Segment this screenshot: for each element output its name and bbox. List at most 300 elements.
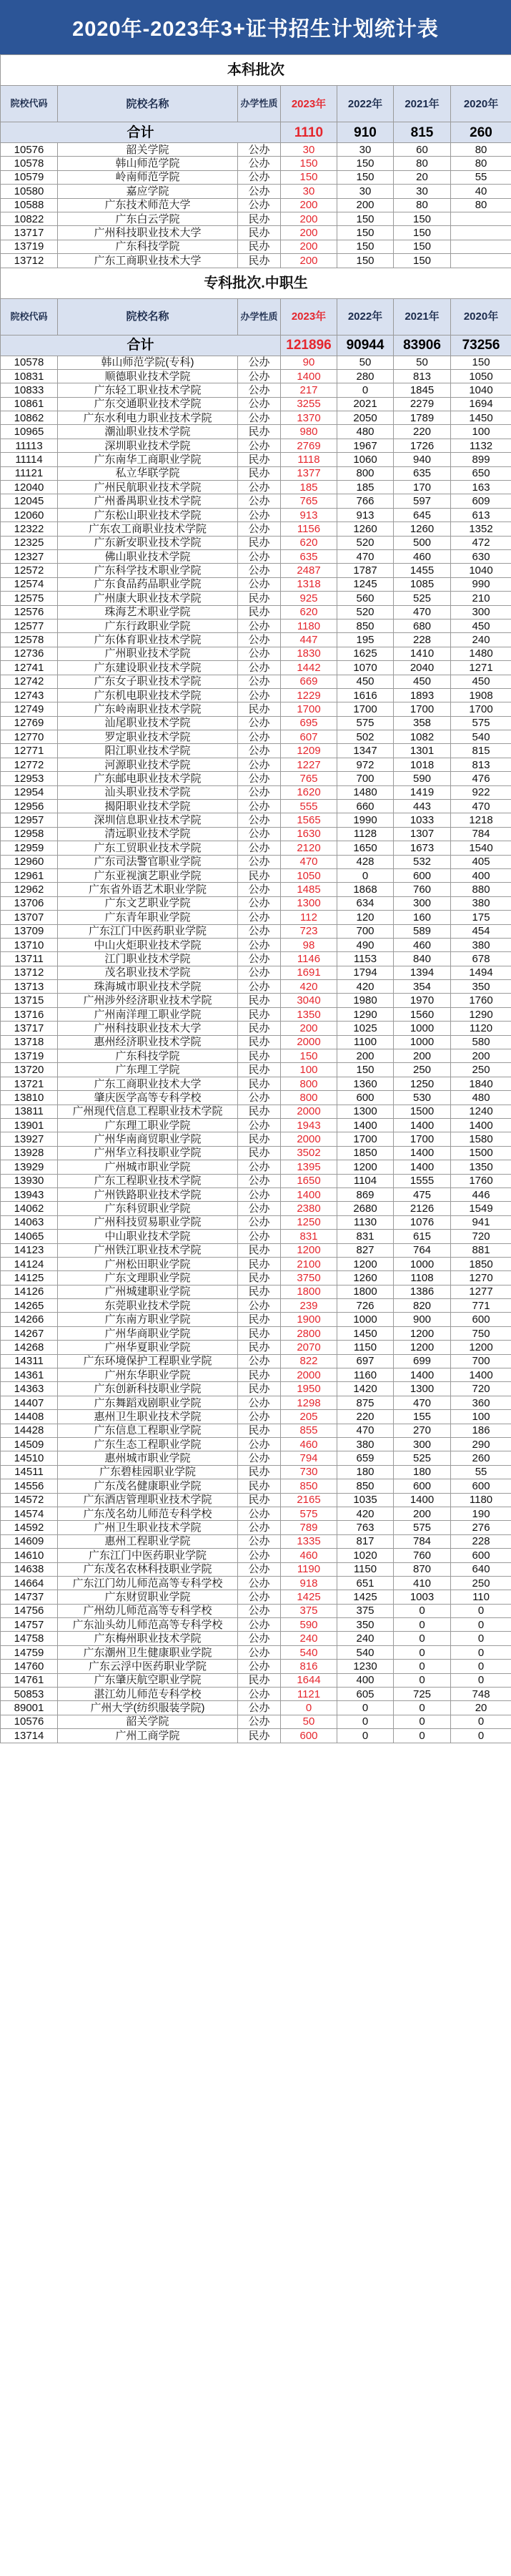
plan-2022: 800 [337, 466, 394, 480]
plan-2023: 1229 [281, 688, 337, 702]
school-code: 13930 [1, 1174, 58, 1187]
table-row [1, 647, 511, 660]
school-type: 公办 [238, 481, 281, 494]
plan-2021: 0 [394, 1701, 451, 1715]
plan-2023: 831 [281, 1230, 337, 1243]
plan-2021: 760 [394, 1549, 451, 1562]
school-name: 广东茂名幼儿师范专科学校 [58, 1507, 238, 1520]
plan-2022: 50 [337, 356, 394, 369]
school-code: 14124 [1, 1257, 58, 1270]
plan-2023: 918 [281, 1576, 337, 1590]
plan-2022: 1200 [337, 1160, 394, 1174]
table-row [1, 170, 511, 184]
plan-2023: 765 [281, 494, 337, 508]
plan-2023: 150 [281, 157, 337, 170]
plan-2020: 0 [451, 1673, 511, 1687]
school-type: 民办 [238, 1326, 281, 1340]
plan-2023: 200 [281, 254, 337, 268]
plan-2020: 1908 [451, 688, 511, 702]
plan-2020: 1277 [451, 1285, 511, 1298]
plan-2022: 502 [337, 730, 394, 744]
plan-2022: 869 [337, 1187, 394, 1201]
school-code: 14123 [1, 1243, 58, 1257]
school-code: 13712 [1, 966, 58, 979]
school-name: 东莞职业技术学院 [58, 1299, 238, 1313]
school-type: 公办 [238, 1174, 281, 1187]
school-code: 12769 [1, 716, 58, 730]
school-code: 10831 [1, 369, 58, 383]
plan-2020: 922 [451, 785, 511, 799]
table-row [1, 185, 511, 198]
plan-2023: 1180 [281, 619, 337, 632]
plan-2021: 1076 [394, 1215, 451, 1229]
plan-2022: 1035 [337, 1493, 394, 1507]
plan-2023: 555 [281, 800, 337, 813]
page-title: 2020年-2023年3+证书招生计划统计表 [0, 0, 511, 54]
school-type: 公办 [238, 633, 281, 647]
plan-2022: 200 [337, 198, 394, 212]
plan-2020: 405 [451, 855, 511, 868]
total-value: 83906 [394, 335, 451, 356]
school-type: 公办 [238, 383, 281, 397]
plan-2021: 1789 [394, 411, 451, 425]
plan-2022: 1100 [337, 1035, 394, 1049]
plan-2021: 1400 [394, 1119, 451, 1132]
school-name: 茂名职业技术学院 [58, 966, 238, 979]
school-type: 公办 [238, 522, 281, 536]
school-name: 广州民航职业技术学院 [58, 481, 238, 494]
school-type: 民办 [238, 1493, 281, 1507]
table-row [1, 522, 511, 536]
plan-2023: 800 [281, 1091, 337, 1105]
plan-2021: 2040 [394, 661, 451, 675]
table-row [1, 1715, 511, 1728]
plan-2022: 0 [337, 1729, 394, 1743]
plan-2023: 2000 [281, 1035, 337, 1049]
plan-2022: 634 [337, 896, 394, 910]
plan-2023: 2165 [281, 1493, 337, 1507]
plan-2020: 1700 [451, 702, 511, 716]
header-y2023-label: 2023年 [291, 97, 327, 110]
school-type: 公办 [238, 1091, 281, 1105]
table-row [1, 1077, 511, 1090]
plan-2021: 150 [394, 226, 451, 240]
plan-2020: 784 [451, 827, 511, 841]
school-code: 12770 [1, 730, 58, 744]
school-code: 12040 [1, 481, 58, 494]
school-type: 民办 [238, 1035, 281, 1049]
school-name: 韩山师范学院(专科) [58, 356, 238, 369]
school-code: 14756 [1, 1604, 58, 1617]
school-type: 公办 [238, 397, 281, 411]
plan-2022: 605 [337, 1688, 394, 1701]
table-row [1, 453, 511, 466]
plan-2023: 723 [281, 924, 337, 938]
school-type: 民办 [238, 254, 281, 268]
plan-2020: 175 [451, 911, 511, 924]
school-code: 14428 [1, 1424, 58, 1437]
plan-2023: 1190 [281, 1562, 337, 1576]
school-type: 公办 [238, 716, 281, 730]
plan-2020: 771 [451, 1299, 511, 1313]
plan-2023: 730 [281, 1465, 337, 1479]
table-row [1, 1368, 511, 1382]
school-type: 民办 [238, 226, 281, 240]
plan-2021: 615 [394, 1230, 451, 1243]
plan-2023: 3502 [281, 1146, 337, 1160]
plan-2022: 817 [337, 1534, 394, 1548]
plan-2023: 1700 [281, 702, 337, 716]
table-row [1, 1299, 511, 1313]
plan-2021: 470 [394, 1396, 451, 1409]
school-type: 公办 [238, 1632, 281, 1645]
plan-2020: 200 [451, 1049, 511, 1063]
table-row [1, 1424, 511, 1437]
plan-2020: 899 [451, 453, 511, 466]
school-name: 深圳职业技术学院 [58, 439, 238, 452]
school-code: 12749 [1, 702, 58, 716]
plan-2021: 589 [394, 924, 451, 938]
plan-2023: 925 [281, 592, 337, 605]
school-type: 民办 [238, 425, 281, 439]
plan-2023: 1830 [281, 647, 337, 660]
table-row [1, 383, 511, 397]
school-code: 14758 [1, 1632, 58, 1645]
plan-2020: 1120 [451, 1022, 511, 1035]
school-name: 广州南洋理工职业学院 [58, 1007, 238, 1021]
plan-2020: 1050 [451, 369, 511, 383]
school-type: 民办 [238, 1341, 281, 1354]
plan-2023: 1156 [281, 522, 337, 536]
school-name: 广州工商学院 [58, 1729, 238, 1743]
plan-2023: 575 [281, 1507, 337, 1520]
school-code: 50853 [1, 1688, 58, 1701]
plan-2020: 472 [451, 536, 511, 549]
plan-2023: 112 [281, 911, 337, 924]
school-code: 13718 [1, 1035, 58, 1049]
table-row [1, 1257, 511, 1270]
plan-2020: 80 [451, 143, 511, 157]
school-name: 广东科贸职业学院 [58, 1202, 238, 1215]
plan-2022: 1153 [337, 952, 394, 966]
plan-2022: 1150 [337, 1562, 394, 1576]
school-code: 13706 [1, 896, 58, 910]
school-code: 13720 [1, 1063, 58, 1077]
plan-2020: 1040 [451, 383, 511, 397]
table-row [1, 1202, 511, 1215]
table-row [1, 1437, 511, 1451]
school-code: 13927 [1, 1132, 58, 1146]
school-type: 民办 [238, 1022, 281, 1035]
plan-2021: 475 [394, 1187, 451, 1201]
plan-2021: 0 [394, 1618, 451, 1632]
plan-2021: 150 [394, 240, 451, 253]
plan-2020: 55 [451, 170, 511, 184]
school-name: 广东潮州卫生健康职业学院 [58, 1645, 238, 1659]
table-row [1, 1105, 511, 1118]
plan-2023: 1050 [281, 868, 337, 882]
plan-2020: 640 [451, 1562, 511, 1576]
school-name: 广东体育职业技术学院 [58, 633, 238, 647]
school-code: 14408 [1, 1410, 58, 1424]
table-row [1, 1660, 511, 1673]
plan-2021: 1003 [394, 1590, 451, 1604]
school-name: 惠州城市职业学院 [58, 1451, 238, 1465]
plan-2022: 697 [337, 1354, 394, 1368]
school-name: 广东机电职业技术学院 [58, 688, 238, 702]
school-code: 12771 [1, 744, 58, 758]
plan-2020: 0 [451, 1729, 511, 1743]
table-row [1, 157, 511, 170]
school-type: 公办 [238, 980, 281, 994]
school-type: 公办 [238, 911, 281, 924]
plan-2022: 913 [337, 508, 394, 521]
school-name: 广东工商职业技术大学 [58, 1077, 238, 1090]
plan-2021: 1410 [394, 647, 451, 660]
school-code: 10578 [1, 157, 58, 170]
school-type: 公办 [238, 688, 281, 702]
school-type: 公办 [238, 411, 281, 425]
plan-2022: 380 [337, 1437, 394, 1451]
plan-2020: 990 [451, 577, 511, 591]
plan-2022: 1260 [337, 1271, 394, 1285]
table-row [1, 675, 511, 688]
header-code-label: 院校代码 [10, 310, 48, 322]
plan-2020: 750 [451, 1326, 511, 1340]
plan-2023: 185 [281, 481, 337, 494]
plan-2021: 300 [394, 1437, 451, 1451]
plan-2020 [451, 226, 511, 240]
plan-2021: 470 [394, 605, 451, 619]
plan-2021: 170 [394, 481, 451, 494]
plan-2022: 375 [337, 1604, 394, 1617]
plan-2021: 900 [394, 1313, 451, 1326]
school-name: 广州东华职业学院 [58, 1368, 238, 1382]
school-type: 民办 [238, 1313, 281, 1326]
plan-2022: 766 [337, 494, 394, 508]
table-row [1, 397, 511, 411]
plan-2023: 620 [281, 605, 337, 619]
plan-2022: 1420 [337, 1382, 394, 1396]
plan-2023: 855 [281, 1424, 337, 1437]
table-row [1, 827, 511, 841]
school-name: 佛山职业技术学院 [58, 549, 238, 563]
school-code: 14592 [1, 1521, 58, 1534]
plan-2022: 1700 [337, 702, 394, 716]
plan-2021: 2279 [394, 397, 451, 411]
table-row [1, 1035, 511, 1049]
plan-2023: 789 [281, 1521, 337, 1534]
school-code: 12956 [1, 800, 58, 813]
school-name: 广州康大职业技术学院 [58, 592, 238, 605]
total-value: 90944 [337, 335, 394, 356]
plan-2021: 20 [394, 170, 451, 184]
plan-2023: 1250 [281, 1215, 337, 1229]
table-row [1, 633, 511, 647]
plan-2023: 150 [281, 1049, 337, 1063]
plan-2022: 763 [337, 1521, 394, 1534]
table-row [1, 1119, 511, 1132]
plan-2021: 180 [394, 1465, 451, 1479]
plan-2020: 650 [451, 466, 511, 480]
school-code: 12958 [1, 827, 58, 841]
plan-2021: 270 [394, 1424, 451, 1437]
plan-2020: 1540 [451, 841, 511, 855]
plan-2021: 635 [394, 466, 451, 480]
header-y2020 [451, 86, 511, 122]
plan-2023: 2487 [281, 564, 337, 577]
plan-2020: 1132 [451, 439, 511, 452]
school-code: 14757 [1, 1618, 58, 1632]
school-name: 广州铁路职业技术学院 [58, 1187, 238, 1201]
plan-2020: 450 [451, 675, 511, 688]
plan-2021: 1970 [394, 994, 451, 1007]
plan-2022: 1230 [337, 1660, 394, 1673]
school-type: 公办 [238, 1534, 281, 1548]
table-row [1, 1590, 511, 1604]
school-type: 公办 [238, 1215, 281, 1229]
plan-2020: 476 [451, 772, 511, 785]
plan-2022: 1245 [337, 577, 394, 591]
plan-2021: 525 [394, 592, 451, 605]
plan-2023: 850 [281, 1479, 337, 1493]
plan-2020: 0 [451, 1618, 511, 1632]
school-name: 广州现代信息工程职业技术学院 [58, 1105, 238, 1118]
school-code: 12575 [1, 592, 58, 605]
school-code: 12325 [1, 536, 58, 549]
school-type: 民办 [238, 1271, 281, 1285]
plan-2023: 1425 [281, 1590, 337, 1604]
plan-2021: 200 [394, 1507, 451, 1520]
plan-2021: 1845 [394, 383, 451, 397]
header-code [1, 86, 58, 122]
plan-2021: 80 [394, 198, 451, 212]
plan-2023: 200 [281, 212, 337, 225]
school-name: 江门职业技术学院 [58, 952, 238, 966]
plan-2022: 520 [337, 536, 394, 549]
school-type: 民办 [238, 466, 281, 480]
school-name: 广东工商职业技术大学 [58, 254, 238, 268]
school-name: 广东碧桂园职业学院 [58, 1465, 238, 1479]
plan-2022: 831 [337, 1230, 394, 1243]
school-name: 广东女子职业技术学院 [58, 675, 238, 688]
table-row [1, 1701, 511, 1715]
school-name: 广东松山职业技术学院 [58, 508, 238, 521]
table-row [1, 1645, 511, 1659]
school-code: 13928 [1, 1146, 58, 1160]
plan-2021: 1000 [394, 1257, 451, 1270]
plan-2022: 1000 [337, 1313, 394, 1326]
plan-2022: 1130 [337, 1215, 394, 1229]
school-type: 公办 [238, 143, 281, 157]
plan-2023: 3255 [281, 397, 337, 411]
table-row [1, 619, 511, 632]
plan-2020: 1218 [451, 813, 511, 827]
plan-2020: 210 [451, 592, 511, 605]
school-code: 11121 [1, 466, 58, 480]
plan-2021: 1386 [394, 1285, 451, 1298]
school-code: 12957 [1, 813, 58, 827]
table-row [1, 1243, 511, 1257]
plan-2023: 240 [281, 1632, 337, 1645]
plan-2023: 217 [281, 383, 337, 397]
school-type: 公办 [238, 841, 281, 855]
school-code: 14761 [1, 1673, 58, 1687]
plan-2022: 1450 [337, 1326, 394, 1340]
plan-2020: 1549 [451, 1202, 511, 1215]
school-name: 广东农工商职业技术学院 [58, 522, 238, 536]
plan-2020: 0 [451, 1645, 511, 1659]
school-type: 公办 [238, 170, 281, 184]
plan-2023: 420 [281, 980, 337, 994]
plan-2021: 840 [394, 952, 451, 966]
plan-2023: 620 [281, 536, 337, 549]
plan-2023: 2070 [281, 1341, 337, 1354]
plan-2021: 680 [394, 619, 451, 632]
header-type [238, 86, 281, 122]
total-value: 121896 [281, 335, 337, 356]
plan-2023: 980 [281, 425, 337, 439]
plan-2022: 220 [337, 1410, 394, 1424]
table-row [1, 688, 511, 702]
plan-2021: 820 [394, 1299, 451, 1313]
school-type: 公办 [238, 157, 281, 170]
table-row [1, 466, 511, 480]
school-type: 公办 [238, 785, 281, 799]
plan-2021: 354 [394, 980, 451, 994]
school-name: 广东文理职业学院 [58, 1271, 238, 1285]
plan-2021: 1400 [394, 1160, 451, 1174]
school-type: 公办 [238, 758, 281, 771]
plan-2020: 450 [451, 619, 511, 632]
plan-2023: 90 [281, 356, 337, 369]
school-code: 13901 [1, 1119, 58, 1132]
plan-2021: 0 [394, 1673, 451, 1687]
school-type: 公办 [238, 1604, 281, 1617]
plan-2022: 1794 [337, 966, 394, 979]
plan-2021: 597 [394, 494, 451, 508]
plan-2020: 1480 [451, 647, 511, 660]
plan-2020: 228 [451, 1534, 511, 1548]
plan-2020: 454 [451, 924, 511, 938]
school-name: 广东信息工程职业学院 [58, 1424, 238, 1437]
school-type: 民办 [238, 868, 281, 882]
school-code: 10833 [1, 383, 58, 397]
school-name: 广州华立科技职业学院 [58, 1146, 238, 1160]
plan-2021: 1018 [394, 758, 451, 771]
school-code: 12045 [1, 494, 58, 508]
school-type: 民办 [238, 592, 281, 605]
school-code: 12327 [1, 549, 58, 563]
plan-2023: 816 [281, 1660, 337, 1673]
school-name: 广东食品药品职业学院 [58, 577, 238, 591]
school-type: 公办 [238, 439, 281, 452]
school-type: 公办 [238, 198, 281, 212]
school-type: 公办 [238, 1618, 281, 1632]
plan-2023: 1370 [281, 411, 337, 425]
plan-2022: 827 [337, 1243, 394, 1257]
plan-2020: 1350 [451, 1160, 511, 1174]
school-code: 12574 [1, 577, 58, 591]
school-name: 广东亚视演艺职业学院 [58, 868, 238, 882]
school-type: 民办 [238, 1063, 281, 1077]
plan-2022: 1425 [337, 1590, 394, 1604]
plan-2023: 1943 [281, 1119, 337, 1132]
plan-2021: 1555 [394, 1174, 451, 1187]
table-row [1, 980, 511, 994]
school-code: 12959 [1, 841, 58, 855]
school-name: 广东水利电力职业技术学院 [58, 411, 238, 425]
